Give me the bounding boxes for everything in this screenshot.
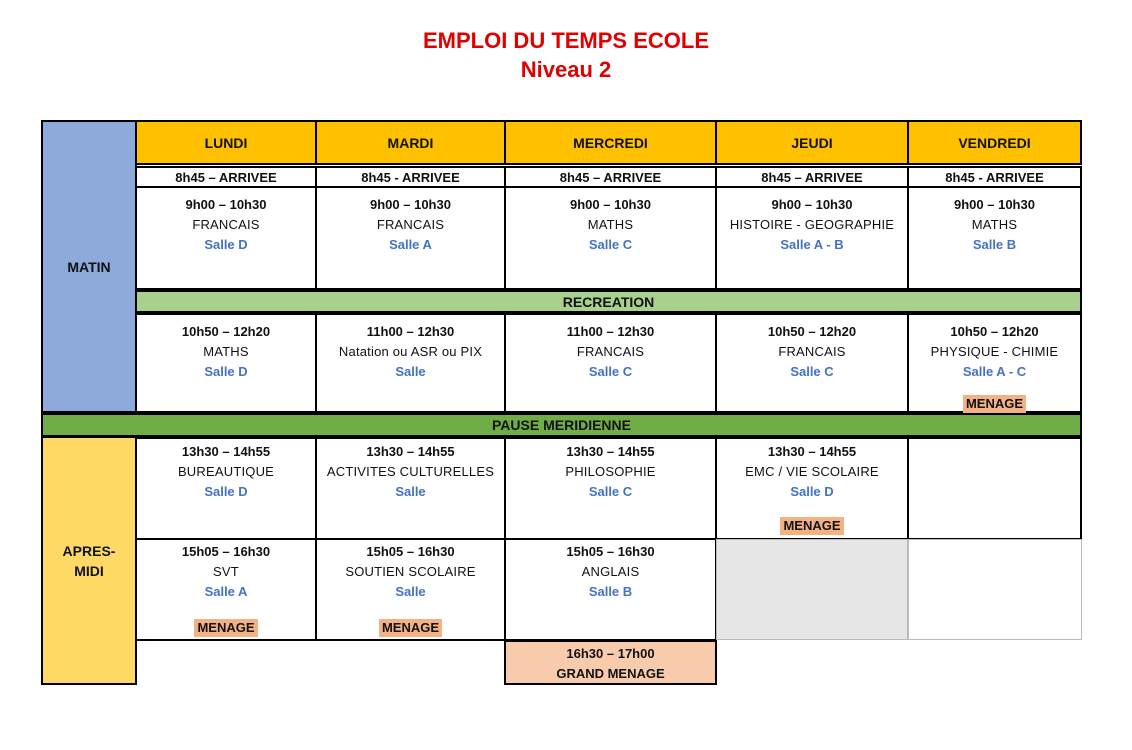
schedule-cell xyxy=(504,437,717,540)
grand-menage-time: 16h30 – 17h00 xyxy=(566,646,655,661)
menage-badge: MENAGE xyxy=(379,619,442,637)
cell-subject: Natation ou ASR ou PIX xyxy=(338,344,483,359)
day-header-mercredi xyxy=(504,120,717,165)
cell-time: 15h05 – 16h30 xyxy=(181,544,271,559)
schedule-cell xyxy=(907,313,1082,413)
cell-room: Salle D xyxy=(204,364,248,379)
gray-empty-cell xyxy=(716,539,908,640)
page-subtitle: Niveau 2 xyxy=(520,57,612,82)
schedule-cell xyxy=(315,538,506,641)
menage-badge: MENAGE xyxy=(194,619,257,637)
day-label: MARDI xyxy=(387,134,434,151)
empty-cell xyxy=(907,437,1082,540)
matin-label xyxy=(41,120,137,413)
grand-menage-label: GRAND MENAGE xyxy=(556,666,665,681)
cell-subject: SVT xyxy=(213,564,239,579)
cell-time: 9h00 – 10h30 xyxy=(570,197,651,212)
cell-room: Salle B xyxy=(588,584,633,599)
schedule-cell xyxy=(315,313,506,413)
cell-room: Salle xyxy=(395,584,426,599)
cell-time: 13h30 – 14h55 xyxy=(366,444,455,459)
cell-room: Salle D xyxy=(204,237,248,252)
cell-subject: HISTOIRE - GEOGRAPHIE xyxy=(729,217,895,232)
cell-room: Salle C xyxy=(588,364,633,379)
cell-room: Salle A - B xyxy=(780,237,844,252)
cell-time: 13h30 – 14h55 xyxy=(181,444,271,459)
cell-time: 9h00 – 10h30 xyxy=(954,197,1035,212)
cell-subject: PHILOSOPHIE xyxy=(565,464,656,479)
day-label: MERCREDI xyxy=(573,134,648,151)
schedule-cell xyxy=(135,437,317,540)
cell-room: Salle C xyxy=(588,237,633,252)
matin-text: MATIN xyxy=(67,258,111,275)
cell-subject: BUREAUTIQUE xyxy=(177,464,275,479)
cell-subject: PHYSIQUE - CHIMIE xyxy=(930,344,1059,359)
schedule-cell xyxy=(715,186,909,290)
apres-text-2: MIDI xyxy=(74,562,104,579)
cell-subject: FRANCAIS xyxy=(376,217,445,232)
cell-room: Salle xyxy=(395,364,426,379)
apres-midi-label xyxy=(41,436,137,685)
day-label: JEUDI xyxy=(791,134,833,151)
cell-room: Salle xyxy=(395,484,426,499)
cell-time: 9h00 – 10h30 xyxy=(370,197,451,212)
arrival-text: 8h45 - ARRIVEE xyxy=(945,169,1044,185)
arrival-text: 8h45 – ARRIVEE xyxy=(559,169,662,185)
schedule-cell xyxy=(315,186,506,290)
cell-subject: MATHS xyxy=(203,344,249,359)
schedule-cell xyxy=(907,186,1082,290)
cell-subject: MATHS xyxy=(587,217,634,232)
cell-subject: ACTIVITES CULTURELLES xyxy=(326,464,495,479)
cell-time: 15h05 – 16h30 xyxy=(366,544,455,559)
cell-subject: EMC / VIE SCOLAIRE xyxy=(745,464,879,479)
cell-time: 11h00 – 12h30 xyxy=(566,324,655,339)
cell-time: 9h00 – 10h30 xyxy=(185,197,267,212)
cell-time: 13h30 – 14h55 xyxy=(566,444,655,459)
schedule-cell xyxy=(315,437,506,540)
day-label: LUNDI xyxy=(204,134,248,151)
cell-subject: SOUTIEN SCOLAIRE xyxy=(345,564,476,579)
cell-time: 10h50 – 12h20 xyxy=(767,324,857,339)
arrival-cell xyxy=(504,166,717,188)
schedule-cell xyxy=(715,437,909,540)
day-header-mardi xyxy=(315,120,506,165)
cell-time: 10h50 – 12h20 xyxy=(950,324,1039,339)
menage-badge: MENAGE xyxy=(963,395,1026,413)
cell-room: Salle D xyxy=(790,484,834,499)
recreation-text: RECREATION xyxy=(562,293,655,310)
menage-badge: MENAGE xyxy=(780,517,843,535)
cell-time: 13h30 – 14h55 xyxy=(767,444,857,459)
cell-room: Salle B xyxy=(972,237,1017,252)
cell-time: 15h05 – 16h30 xyxy=(566,544,655,559)
cell-subject: MATHS xyxy=(971,217,1018,232)
arrival-cell xyxy=(715,166,909,188)
cell-room: Salle A xyxy=(204,584,248,599)
cell-time: 9h00 – 10h30 xyxy=(771,197,853,212)
schedule-cell xyxy=(504,313,717,413)
pause-text: PAUSE MERIDIENNE xyxy=(492,417,631,433)
arrival-text: 8h45 – ARRIVEE xyxy=(761,169,863,185)
cell-subject: FRANCAIS xyxy=(192,217,260,232)
day-label: VENDREDI xyxy=(958,134,1031,151)
arrival-text: 8h45 – ARRIVEE xyxy=(175,169,277,185)
schedule-cell xyxy=(135,186,317,290)
arrival-cell xyxy=(315,166,506,188)
recreation-band xyxy=(135,290,1082,313)
schedule-cell xyxy=(135,538,317,641)
cell-room: Salle C xyxy=(790,364,834,379)
cell-subject: ANGLAIS xyxy=(581,564,640,579)
cell-room: Salle C xyxy=(588,484,633,499)
arrival-cell xyxy=(907,166,1082,188)
page-title: EMPLOI DU TEMPS ECOLE xyxy=(422,28,710,53)
schedule-cell xyxy=(504,538,717,641)
cell-time: 10h50 – 12h20 xyxy=(181,324,271,339)
day-header-jeudi xyxy=(715,120,909,165)
schedule-cell xyxy=(715,313,909,413)
grand-menage-cell xyxy=(504,640,717,685)
cell-room: Salle A xyxy=(389,237,432,252)
apres-text-1: APRES- xyxy=(62,542,116,559)
day-header-lundi xyxy=(135,120,317,165)
cell-time: 11h00 – 12h30 xyxy=(366,324,455,339)
pause-meridienne-band xyxy=(41,413,1082,437)
cell-room: Salle A - C xyxy=(962,364,1027,379)
arrival-cell xyxy=(135,166,317,188)
day-header-vendredi xyxy=(907,120,1082,165)
schedule-cell xyxy=(135,313,317,413)
arrival-text: 8h45 - ARRIVEE xyxy=(361,169,460,185)
schedule-cell xyxy=(504,186,717,290)
cell-room: Salle D xyxy=(204,484,248,499)
cell-subject: FRANCAIS xyxy=(576,344,645,359)
cell-subject: FRANCAIS xyxy=(778,344,846,359)
empty-cell xyxy=(908,539,1082,640)
